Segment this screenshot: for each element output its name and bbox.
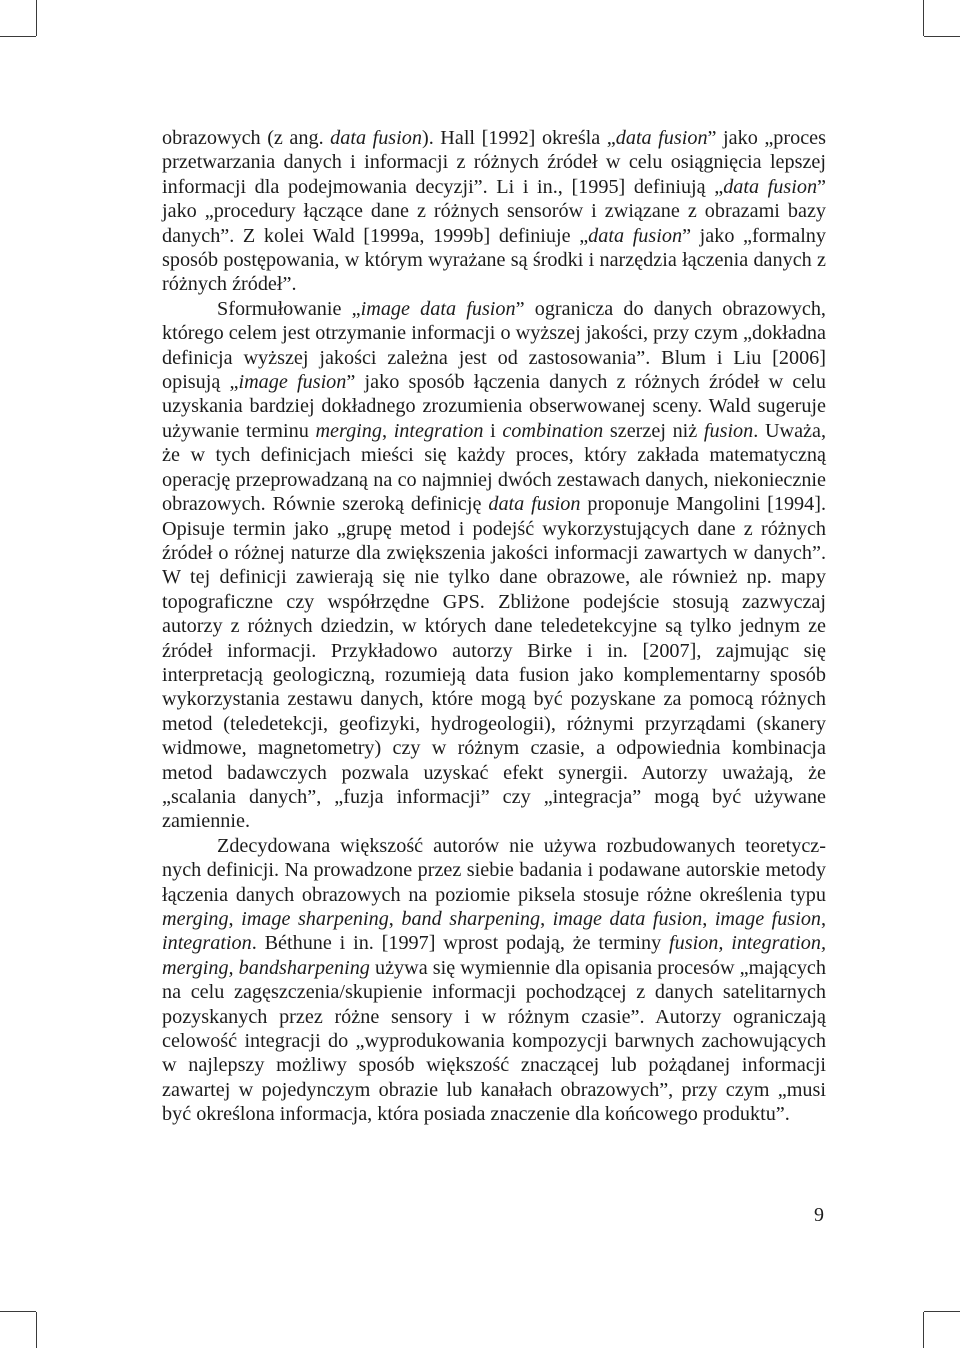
crop-mark-top-left-vertical: [36, 0, 37, 36]
text-run: szerzej niż: [603, 419, 704, 442]
text-run: i: [483, 419, 503, 442]
italic-term: merging: [162, 908, 229, 930]
text-run: ” jako „formalny sposób postępowania, w którym wyrażane są środki i narzędzia łączenia danych z różnych źródeł”.: [162, 224, 826, 296]
crop-mark-bottom-left-vertical: [36, 1312, 37, 1348]
text-run: . Béthune i in. [1997] wprost podają, że terminy: [251, 932, 670, 955]
text-run: ” jako „proces przetwarzania danych i informacji z różnych źródeł w celu osiągnięcia lepszej informacji dla podejmowania decyzji”. Li i in., [1995] definiują „: [162, 127, 826, 198]
italic-term: image sharpening: [241, 908, 389, 930]
italic-term: data fusion: [330, 127, 422, 149]
body-text: [162, 126, 826, 1127]
italic-term: data fusion: [615, 127, 708, 149]
text-run: proponuje Mangolini [1994]. Opisuje termin jako „grupę metod i podejść wykorzystujących dane z różnych źródeł o różnej naturze dla zwiększenia jakości informacji zawartych w danych”. W tej definicji zawierają się nie tylko dane obrazowe, ale również np. mapy topograficzne czy współrzędne GPS. Zbliżone podejście stosują zazwyczaj autorzy z różnych dziedzin, w których dane teledetekcyjne są tylko jednym ze źródeł informacji. Przykładowo autorzy Birke i in. [2007], zajmując się interpretacją geologiczną, rozumieją data fusion jako komplementarny sposób wykorzystania zestawu danych, które mogą być pozyskane za pomocą różnych metod (teledetekcji, geofizyki, hydrogeologii), różnymi przyrządami (skanery widmowe, magnetometry) czy w różnym czasie, a odpowiednia kombinacja metod badawczych pozwala uzyskać efekt synergii. Autorzy uważają, że „scalania danych”, „fuzja informacji” czy „integracja” mogą być używane zamiennie.: [162, 493, 826, 833]
italic-term: merging: [315, 419, 382, 442]
text-run: ,: [228, 908, 242, 930]
text-run: Zdecydowana większość autorów nie używa rozbudowanych teoretycznych definicji. Na prowadzone przez siebie badania i podawane autorskie metody łączenia danych obrazowych na poziomie piksela stosuje różne określenia typu: [162, 834, 826, 906]
paragraph: [162, 834, 826, 1127]
crop-mark-bottom-left-horizontal: [0, 1311, 36, 1312]
italic-term: data fusion: [723, 175, 818, 198]
page-number: 9: [814, 1204, 824, 1226]
text-run: ,: [381, 419, 394, 442]
text-run: ” ogranicza do danych obrazowych, którego celem jest otrzymanie informacji o wyższej jakości, przy czym „dokładna definicja wyższej jakości zależna jest od zastosowania”. Blum i Liu [2006] opisują „: [162, 297, 826, 394]
italic-term: integration: [162, 932, 252, 955]
italic-term: image fusion: [238, 371, 347, 394]
italic-term: fusion: [703, 419, 754, 442]
text-run: ” jako „procedury łączące dane z różnych sensorów i związane z obrazami bazy danych”. Z kolei Wald [1999a, 1999b] definiuje „: [162, 175, 827, 247]
text-run: ,: [821, 908, 827, 930]
text-run: ,: [540, 908, 553, 930]
text-run: używa się wymiennie dla opisania procesów „mających na celu zagęszczenia/skupienie informacji pochodzącej z danych satelitarnych pozyskanych przez różne sensory i w różnym czasie”. Autorzy ograniczają celowość integracji do „wyprodukowania kompozycji barwnych zachowujących w najlepszy możliwy sposób większość znaczącej lub pożądanej informacji zawartej w pojedynczym obrazie lub kanałach obrazowych”, przy czym „musi być określona informacja, która posiada znaczenie dla końcowego produktu”.: [162, 956, 826, 1126]
italic-term: data fusion: [588, 224, 683, 247]
text-run: ). Hall [1992] określa „: [421, 127, 616, 149]
paragraph: [162, 126, 826, 297]
crop-mark-top-right-vertical: [923, 0, 924, 36]
italic-term: image data fusion: [360, 297, 516, 320]
italic-term: data fusion: [488, 493, 581, 516]
italic-term: integration: [393, 419, 484, 442]
text-run: ,: [702, 908, 715, 930]
crop-mark-bottom-right-vertical: [923, 1312, 924, 1348]
paragraph: [162, 297, 826, 834]
text-run: ” jako sposób łączenia danych z różnych źródeł w celu uzyskania bardziej dokładnego zrozumienia obserwowanej sceny. Wald sugeruje używanie terminu: [162, 371, 826, 442]
text-run: ,: [388, 908, 402, 930]
crop-mark-top-left-horizontal: [0, 36, 36, 37]
crop-mark-bottom-right-horizontal: [924, 1311, 960, 1312]
crop-mark-top-right-horizontal: [924, 36, 960, 37]
text-run: Sformułowanie „: [217, 297, 361, 320]
italic-term: fusion, integration, merging, bandsharpening: [162, 932, 826, 979]
italic-term: image fusion: [714, 908, 822, 930]
text-run: . Uważa, że w tych definicjach mieści się każdy proces, który zakłada matematyczną operację przeprowadzaną na co najmniej dwóch zestawach danych, niekoniecznie obrazowych. Równie szeroką definicję: [162, 419, 827, 516]
text-run: obrazowych (z ang.: [162, 127, 331, 149]
italic-term: image data fusion: [552, 908, 703, 930]
italic-term: combination: [502, 419, 604, 442]
italic-term: band sharpening: [401, 908, 541, 930]
